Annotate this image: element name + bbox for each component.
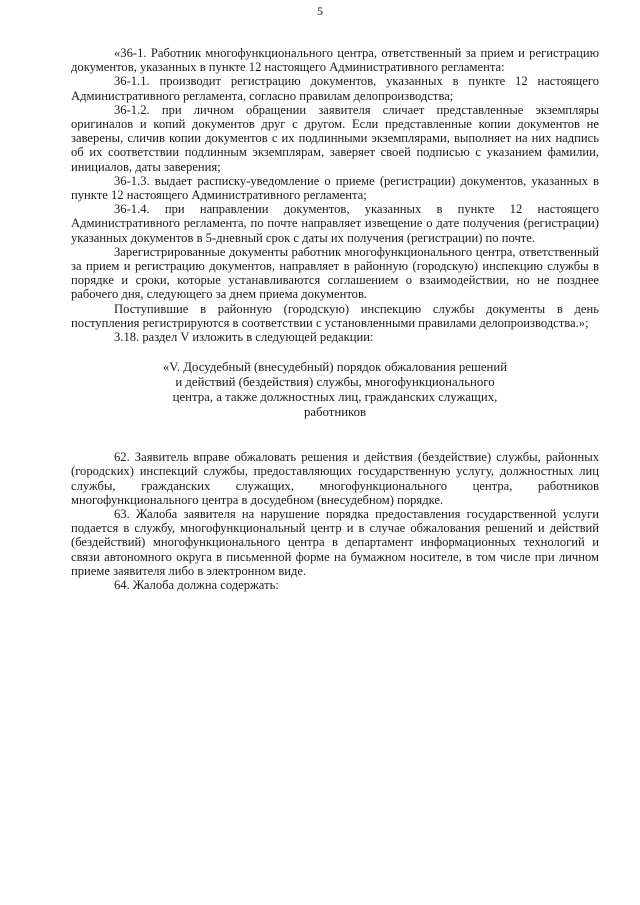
section-heading-line: и действий (бездействия) службы, многофункционального <box>175 375 495 390</box>
section-heading <box>71 360 599 420</box>
page-number: 5 <box>317 4 323 18</box>
paragraph-64: 64. Жалоба должна содержать: <box>114 578 279 593</box>
section-heading-line: работников <box>303 405 367 420</box>
paragraph-registered-documents: Зарегистрированные документы работник многофункционального центра, ответственный за прием и регистрацию документов, направляет в районную (городскую) инспекцию службы в порядке и сроки, которые устанавливаются соглашением о взаимодействии, но не позднее рабочего дня, следующего за днем приема документов. <box>71 244 599 302</box>
paragraph-36-1-4: 36-1.4. при направлении документов, указанных в пункте 12 настоящего Административного регламента, по почте направляет извещение о дате получения (регистрации) указанных документов в 5-дневный срок с даты их получения (регистрации) по почте. <box>71 202 599 245</box>
section-heading-line: «V. Досудебный (внесудебный) порядок обжалования решений <box>162 360 508 375</box>
document-body <box>71 46 599 592</box>
paragraph-36-1-3: 36-1.3. выдает расписку-уведомление о приеме (регистрации) документов, указанных в пункте 12 настоящего Административного регламента; <box>71 173 599 203</box>
section-heading-line: центра, а также должностных лиц, гражданских служащих, <box>172 390 498 405</box>
paragraph-36-1-1: 36-1.1. производит регистрацию документов, указанных в пункте 12 настоящего Административного регламента, согласно правилам делопроизводства; <box>71 74 599 103</box>
paragraph-3-18: 3.18. раздел V изложить в следующей редакции: <box>114 330 374 345</box>
paragraph-63: 63. Жалоба заявителя на нарушение порядка предоставления государственной услуги подается в службу, многофункциональный центр и в случае обжалования решений и действий (бездействий) многофункционального центра в департамент информационных технологий и связи автономного округа в письменной форме на бумажном носителе, в том числе при личном приеме заявителя либо в электронном виде. <box>71 507 599 578</box>
paragraph-62: 62. Заявитель вправе обжаловать решения и действия (бездействие) службы, районных (городских) инспекций службы, предоставляющих государственную услугу, должностных лиц службы, гражданских служащих, многофункционального центра, работников многофункционального центра в досудебном (внесудебном) порядке. <box>71 450 599 507</box>
paragraph-incoming-documents: Поступившие в районную (городскую) инспекцию службы документы в день поступления регистрируются в соответствии с установленными правилами делопроизводства.»; <box>71 301 599 330</box>
paragraph-36-1-2: 36-1.2. при личном обращении заявителя сличает представленные экземпляры оригиналов и копий документов друг с другом. Если представленные копии документов не заверены, сличив копии документов с их подлинными экземплярами, выполняет на них надпись об их соответствии подлинным экземплярам, заверяет своей подписью с указанием фамилии, инициалов, даты заверения; <box>71 102 599 174</box>
paragraph-36-1: «36-1. Работник многофункционального центра, ответственный за прием и регистрацию документов, указанных в пункте 12 настоящего Административного регламента: <box>71 46 599 75</box>
